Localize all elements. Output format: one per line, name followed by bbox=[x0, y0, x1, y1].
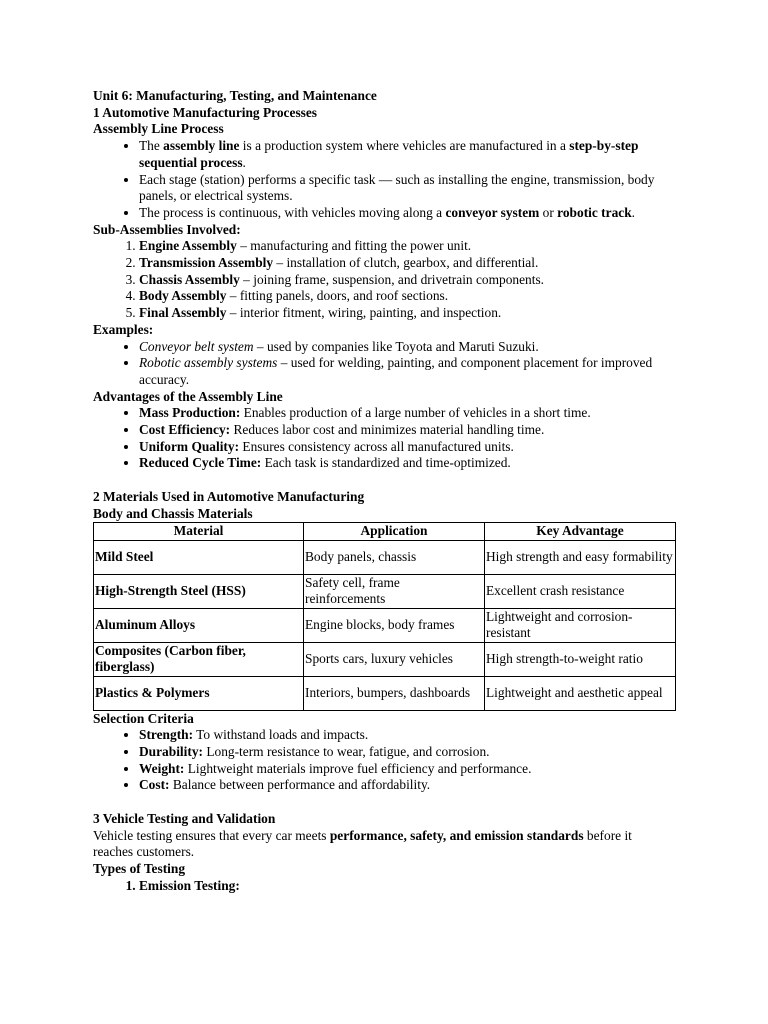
column-header-application: Application bbox=[304, 523, 485, 540]
subassemblies-heading: Sub-Assemblies Involved: bbox=[93, 221, 241, 237]
section-3-title: 3 Vehicle Testing and Validation bbox=[93, 810, 276, 826]
list-item: • Uniform Quality: Ensures consistency across all manufactured units. bbox=[139, 439, 675, 456]
list-item: 5. Final Assembly – interior fitment, wiring, painting, and inspection. bbox=[139, 305, 675, 322]
cell-application: Safety cell, frame reinforcements bbox=[304, 574, 485, 608]
list-item: • The process is continuous, with vehicles moving along a conveyor system or robotic track. bbox=[139, 205, 675, 222]
cell-material: Composites (Carbon fiber, fiberglass) bbox=[94, 642, 304, 676]
list-item: • Reduced Cycle Time: Each task is standardized and time-optimized. bbox=[139, 455, 675, 472]
list-item: • Robotic assembly systems – used for welding, painting, and component placement for improved accuracy. bbox=[139, 355, 675, 388]
document-page bbox=[93, 88, 675, 894]
advantages-list bbox=[93, 405, 675, 472]
table-row bbox=[94, 642, 676, 676]
list-item: • Conveyor belt system – used by companies like Toyota and Maruti Suzuki. bbox=[139, 339, 675, 356]
cell-application: Interiors, bumpers, dashboards bbox=[304, 676, 485, 710]
cell-advantage: High strength and easy formability bbox=[485, 540, 676, 574]
list-item: • Cost Efficiency: Reduces labor cost and minimizes material handling time. bbox=[139, 422, 675, 439]
section-2-title: 2 Materials Used in Automotive Manufacturing bbox=[93, 488, 365, 504]
examples-list bbox=[93, 339, 675, 389]
types-of-testing-list bbox=[93, 878, 675, 895]
list-item: 1. Emission Testing: bbox=[139, 878, 675, 895]
list-item: 4. Body Assembly – fitting panels, doors, and roof sections. bbox=[139, 288, 675, 305]
section-spacer bbox=[93, 794, 675, 811]
subassemblies-list bbox=[93, 238, 675, 322]
cell-advantage: Excellent crash resistance bbox=[485, 574, 676, 608]
table-row bbox=[94, 574, 676, 608]
materials-table-heading: Body and Chassis Materials bbox=[93, 505, 253, 521]
cell-application: Body panels, chassis bbox=[304, 540, 485, 574]
column-header-material: Material bbox=[94, 523, 304, 540]
list-item: • Weight: Lightweight materials improve fuel efficiency and performance. bbox=[139, 761, 675, 778]
section-spacer bbox=[93, 472, 675, 489]
list-item: 3. Chassis Assembly – joining frame, suspension, and drivetrain components. bbox=[139, 272, 675, 289]
list-item: • Strength: To withstand loads and impacts. bbox=[139, 727, 675, 744]
cell-application: Engine blocks, body frames bbox=[304, 608, 485, 642]
cell-material: Aluminum Alloys bbox=[94, 608, 304, 642]
section-1-title: 1 Automotive Manufacturing Processes bbox=[93, 104, 318, 120]
assembly-line-list bbox=[93, 138, 675, 222]
assembly-line-heading: Assembly Line Process bbox=[93, 121, 224, 137]
table-header-row bbox=[94, 523, 676, 540]
list-item: • Durability: Long-term resistance to wear, fatigue, and corrosion. bbox=[139, 744, 675, 761]
list-item: 1. Engine Assembly – manufacturing and fitting the power unit. bbox=[139, 238, 675, 255]
cell-material: Plastics & Polymers bbox=[94, 676, 304, 710]
examples-heading: Examples: bbox=[93, 321, 154, 337]
selection-criteria-heading: Selection Criteria bbox=[93, 710, 194, 726]
table-row bbox=[94, 676, 676, 710]
list-item: • Each stage (station) performs a specific task — such as installing the engine, transmission, body panels, or electrical systems. bbox=[139, 172, 675, 205]
list-item: • Cost: Balance between performance and affordability. bbox=[139, 777, 675, 794]
materials-table bbox=[93, 522, 676, 710]
cell-advantage: High strength-to-weight ratio bbox=[485, 642, 676, 676]
column-header-key-advantage: Key Advantage bbox=[485, 523, 676, 540]
types-of-testing-heading: Types of Testing bbox=[93, 860, 186, 876]
cell-advantage: Lightweight and corrosion-resistant bbox=[485, 608, 676, 642]
testing-intro-paragraph: Vehicle testing ensures that every car meets performance, safety, and emission standards before it reaches customers. bbox=[93, 827, 632, 860]
table-row bbox=[94, 540, 676, 574]
advantages-heading: Advantages of the Assembly Line bbox=[93, 388, 283, 404]
list-item: 2. Transmission Assembly – installation of clutch, gearbox, and differential. bbox=[139, 255, 675, 272]
table-row bbox=[94, 608, 676, 642]
selection-criteria-list bbox=[93, 727, 675, 794]
cell-material: Mild Steel bbox=[94, 540, 304, 574]
unit-title: Unit 6: Manufacturing, Testing, and Maintenance bbox=[93, 88, 377, 103]
cell-material: High-Strength Steel (HSS) bbox=[94, 574, 304, 608]
cell-advantage: Lightweight and aesthetic appeal bbox=[485, 676, 676, 710]
list-item: • The assembly line is a production system where vehicles are manufactured in a step-by-step sequential process. bbox=[139, 138, 675, 171]
list-item: • Mass Production: Enables production of a large number of vehicles in a short time. bbox=[139, 405, 675, 422]
cell-application: Sports cars, luxury vehicles bbox=[304, 642, 485, 676]
